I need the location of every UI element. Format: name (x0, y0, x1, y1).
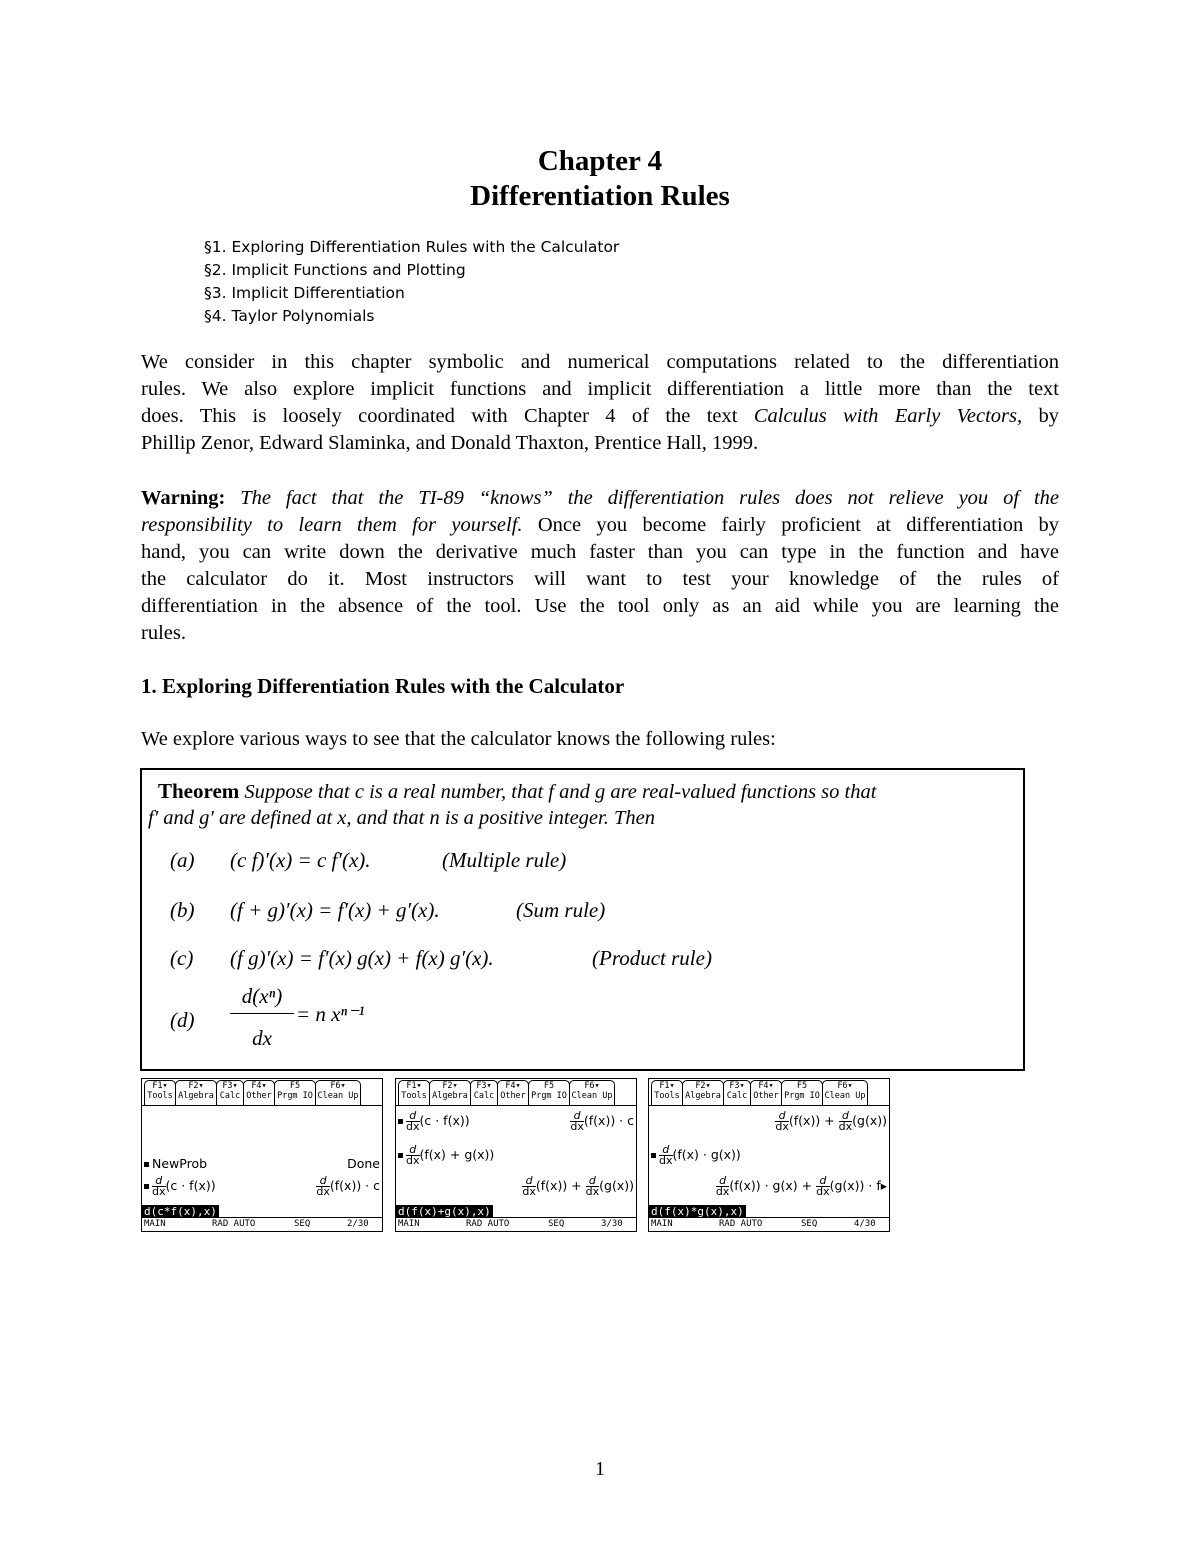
calculator-screen-3 (648, 1078, 890, 1232)
menu-tab-f5[interactable]: F5 Prgm IO (781, 1080, 823, 1106)
product-rule-formula: (f g)′(x) = f′(x) g(x) + f(x) g′(x). (230, 946, 494, 970)
sum-rule-name: (Sum rule) (516, 898, 606, 922)
status-bar: MAIN RAD AUTO SEQ 3/30 (396, 1217, 636, 1232)
menu-tab-f3[interactable]: F3▾ Calc (723, 1080, 751, 1106)
rule-tag: (a) (170, 848, 195, 872)
menu-tab-f1[interactable]: F1▾ Tools (651, 1080, 683, 1106)
power-rule-rhs: = n xⁿ⁻¹ (296, 1002, 365, 1026)
rule-tag: (d) (170, 1008, 195, 1032)
history-entry: NewProb (144, 1156, 207, 1171)
product-rule-name: (Product rule) (592, 946, 712, 970)
menu-tab-f5[interactable]: F5 Prgm IO (274, 1080, 316, 1106)
entry-line[interactable]: d(f(x)*g(x),x) (651, 1205, 744, 1218)
sum-rule-formula: (f + g)′(x) = f′(x) + g′(x). (230, 898, 440, 922)
menu-tab-f6[interactable]: F6▾ Clean Up (822, 1080, 868, 1106)
calculator-screen-1 (141, 1078, 383, 1232)
history-entry: $\frac{d}{dx}$ (c · f(x)) (144, 1176, 216, 1197)
menu-tab-f4[interactable]: F4▾ Other (243, 1080, 275, 1106)
intro-line: We consider in this chapter symbolic and numerical computations related to the differentiation (141, 351, 1059, 373)
power-rule-denominator: dx (252, 1026, 272, 1050)
toc-item: §1. Exploring Differentiation Rules with the Calculator (204, 238, 620, 256)
entry-line[interactable]: d(f(x)+g(x),x) (398, 1205, 491, 1218)
warning-line: differentiation in the absence of the tool. Use the tool only as an aid while you are learning the (141, 595, 1059, 617)
history-result: Done (347, 1156, 380, 1171)
toc-item: §2. Implicit Functions and Plotting (204, 261, 466, 279)
menu-tab-f4[interactable]: F4▾ Other (497, 1080, 529, 1106)
toc-item: §4. Taylor Polynomials (204, 307, 375, 325)
menu-tab-f5[interactable]: F5 Prgm IO (528, 1080, 570, 1106)
fraction-bar (230, 1013, 294, 1014)
menu-tab-f3[interactable]: F3▾ Calc (470, 1080, 498, 1106)
history-result: $\frac{d}{dx}$ (f(x)) + $\frac{d}{dx}$ (g(x)) (775, 1109, 887, 1133)
intro-line: Phillip Zenor, Edward Slaminka, and Donald Thaxton, Prentice Hall, 1999. (141, 432, 759, 454)
multiple-rule-formula: (c f)′(x) = c f′(x). (230, 848, 371, 872)
status-bar: MAIN RAD AUTO SEQ 4/30 (649, 1217, 889, 1232)
calculator-screen-2 (395, 1078, 637, 1232)
theorem-line: f′ and g′ are defined at x, and that n is a positive integer. Then (148, 807, 655, 829)
menu-tab-f6[interactable]: F6▾ Clean Up (569, 1080, 615, 1106)
chapter-number: Chapter 4 (537, 145, 663, 177)
warning-line: Warning: The fact that the TI-89 “knows” the differentiation rules does not relieve you of the (141, 487, 1059, 509)
history-result: $\frac{d}{dx}$ (f(x)) · c (316, 1174, 380, 1198)
calc-menu-bar (396, 1079, 636, 1106)
history-entry: $\frac{d}{dx}$ (c · f(x)) (398, 1111, 470, 1132)
warning-line: responsibility to learn them for yourself. Once you become fairly proficient at differentiation by (141, 514, 1059, 536)
rule-tag: (c) (170, 946, 194, 970)
history-entry: $\frac{d}{dx}$ (f(x) + g(x)) (398, 1145, 494, 1166)
entry-line[interactable]: d(c*f(x),x) (144, 1205, 217, 1218)
intro-line: rules. We also explore implicit functions and implicit differentiation a little more than the text (141, 378, 1059, 400)
history-entry: $\frac{d}{dx}$ (f(x) · g(x)) (651, 1145, 741, 1166)
theorem-line: Theorem Suppose that c is a real number, that f and g are real-valued functions so that (158, 779, 877, 803)
calc-menu-bar (142, 1079, 382, 1106)
theorem-box (140, 768, 1025, 1071)
status-bar: MAIN RAD AUTO SEQ 2/30 (142, 1217, 382, 1232)
menu-tab-f6[interactable]: F6▾ Clean Up (315, 1080, 361, 1106)
menu-tab-f4[interactable]: F4▾ Other (750, 1080, 782, 1106)
page-number: 1 (595, 1458, 605, 1480)
toc-item: §3. Implicit Differentiation (204, 284, 405, 302)
warning-paragraph (141, 485, 1059, 647)
warning-line: the calculator do it. Most instructors will want to test your knowledge of the rules of (141, 568, 1059, 590)
menu-tab-f2[interactable]: F2▾ Algebra (175, 1080, 217, 1106)
history-result: $\frac{d}{dx}$ (f(x)) · g(x) + $\frac{d}{dx}$ (g(x)) · f▸ (715, 1174, 887, 1198)
multiple-rule-name: (Multiple rule) (442, 848, 567, 872)
intro-line: does. This is loosely coordinated with Chapter 4 of the text Calculus with Early Vectors, by (141, 405, 1059, 427)
menu-tab-f1[interactable]: F1▾ Tools (398, 1080, 430, 1106)
theorem-label: Theorem (158, 779, 240, 803)
section-heading: 1. Exploring Differentiation Rules with the Calculator (141, 674, 625, 698)
history-result: $\frac{d}{dx}$ (f(x)) + $\frac{d}{dx}$ (g(x)) (522, 1174, 634, 1198)
menu-tab-f3[interactable]: F3▾ Calc (216, 1080, 244, 1106)
warning-label: Warning: (141, 487, 226, 509)
intro-paragraph (141, 349, 1059, 457)
warning-line: hand, you can write down the derivative much faster than you can type in the function and have (141, 541, 1059, 563)
warning-line: rules. (141, 622, 186, 644)
chapter-title: Differentiation Rules (470, 180, 730, 212)
menu-tab-f1[interactable]: F1▾ Tools (144, 1080, 176, 1106)
menu-tab-f2[interactable]: F2▾ Algebra (682, 1080, 724, 1106)
history-result: $\frac{d}{dx}$ (f(x)) · c (570, 1109, 634, 1133)
book-title: Calculus with Early Vectors (753, 405, 1018, 427)
section-intro: We explore various ways to see that the calculator knows the following rules: (141, 728, 776, 750)
rule-tag: (b) (170, 898, 195, 922)
power-rule-numerator: d(xⁿ) (241, 984, 283, 1008)
calc-menu-bar (649, 1079, 889, 1106)
menu-tab-f2[interactable]: F2▾ Algebra (429, 1080, 471, 1106)
